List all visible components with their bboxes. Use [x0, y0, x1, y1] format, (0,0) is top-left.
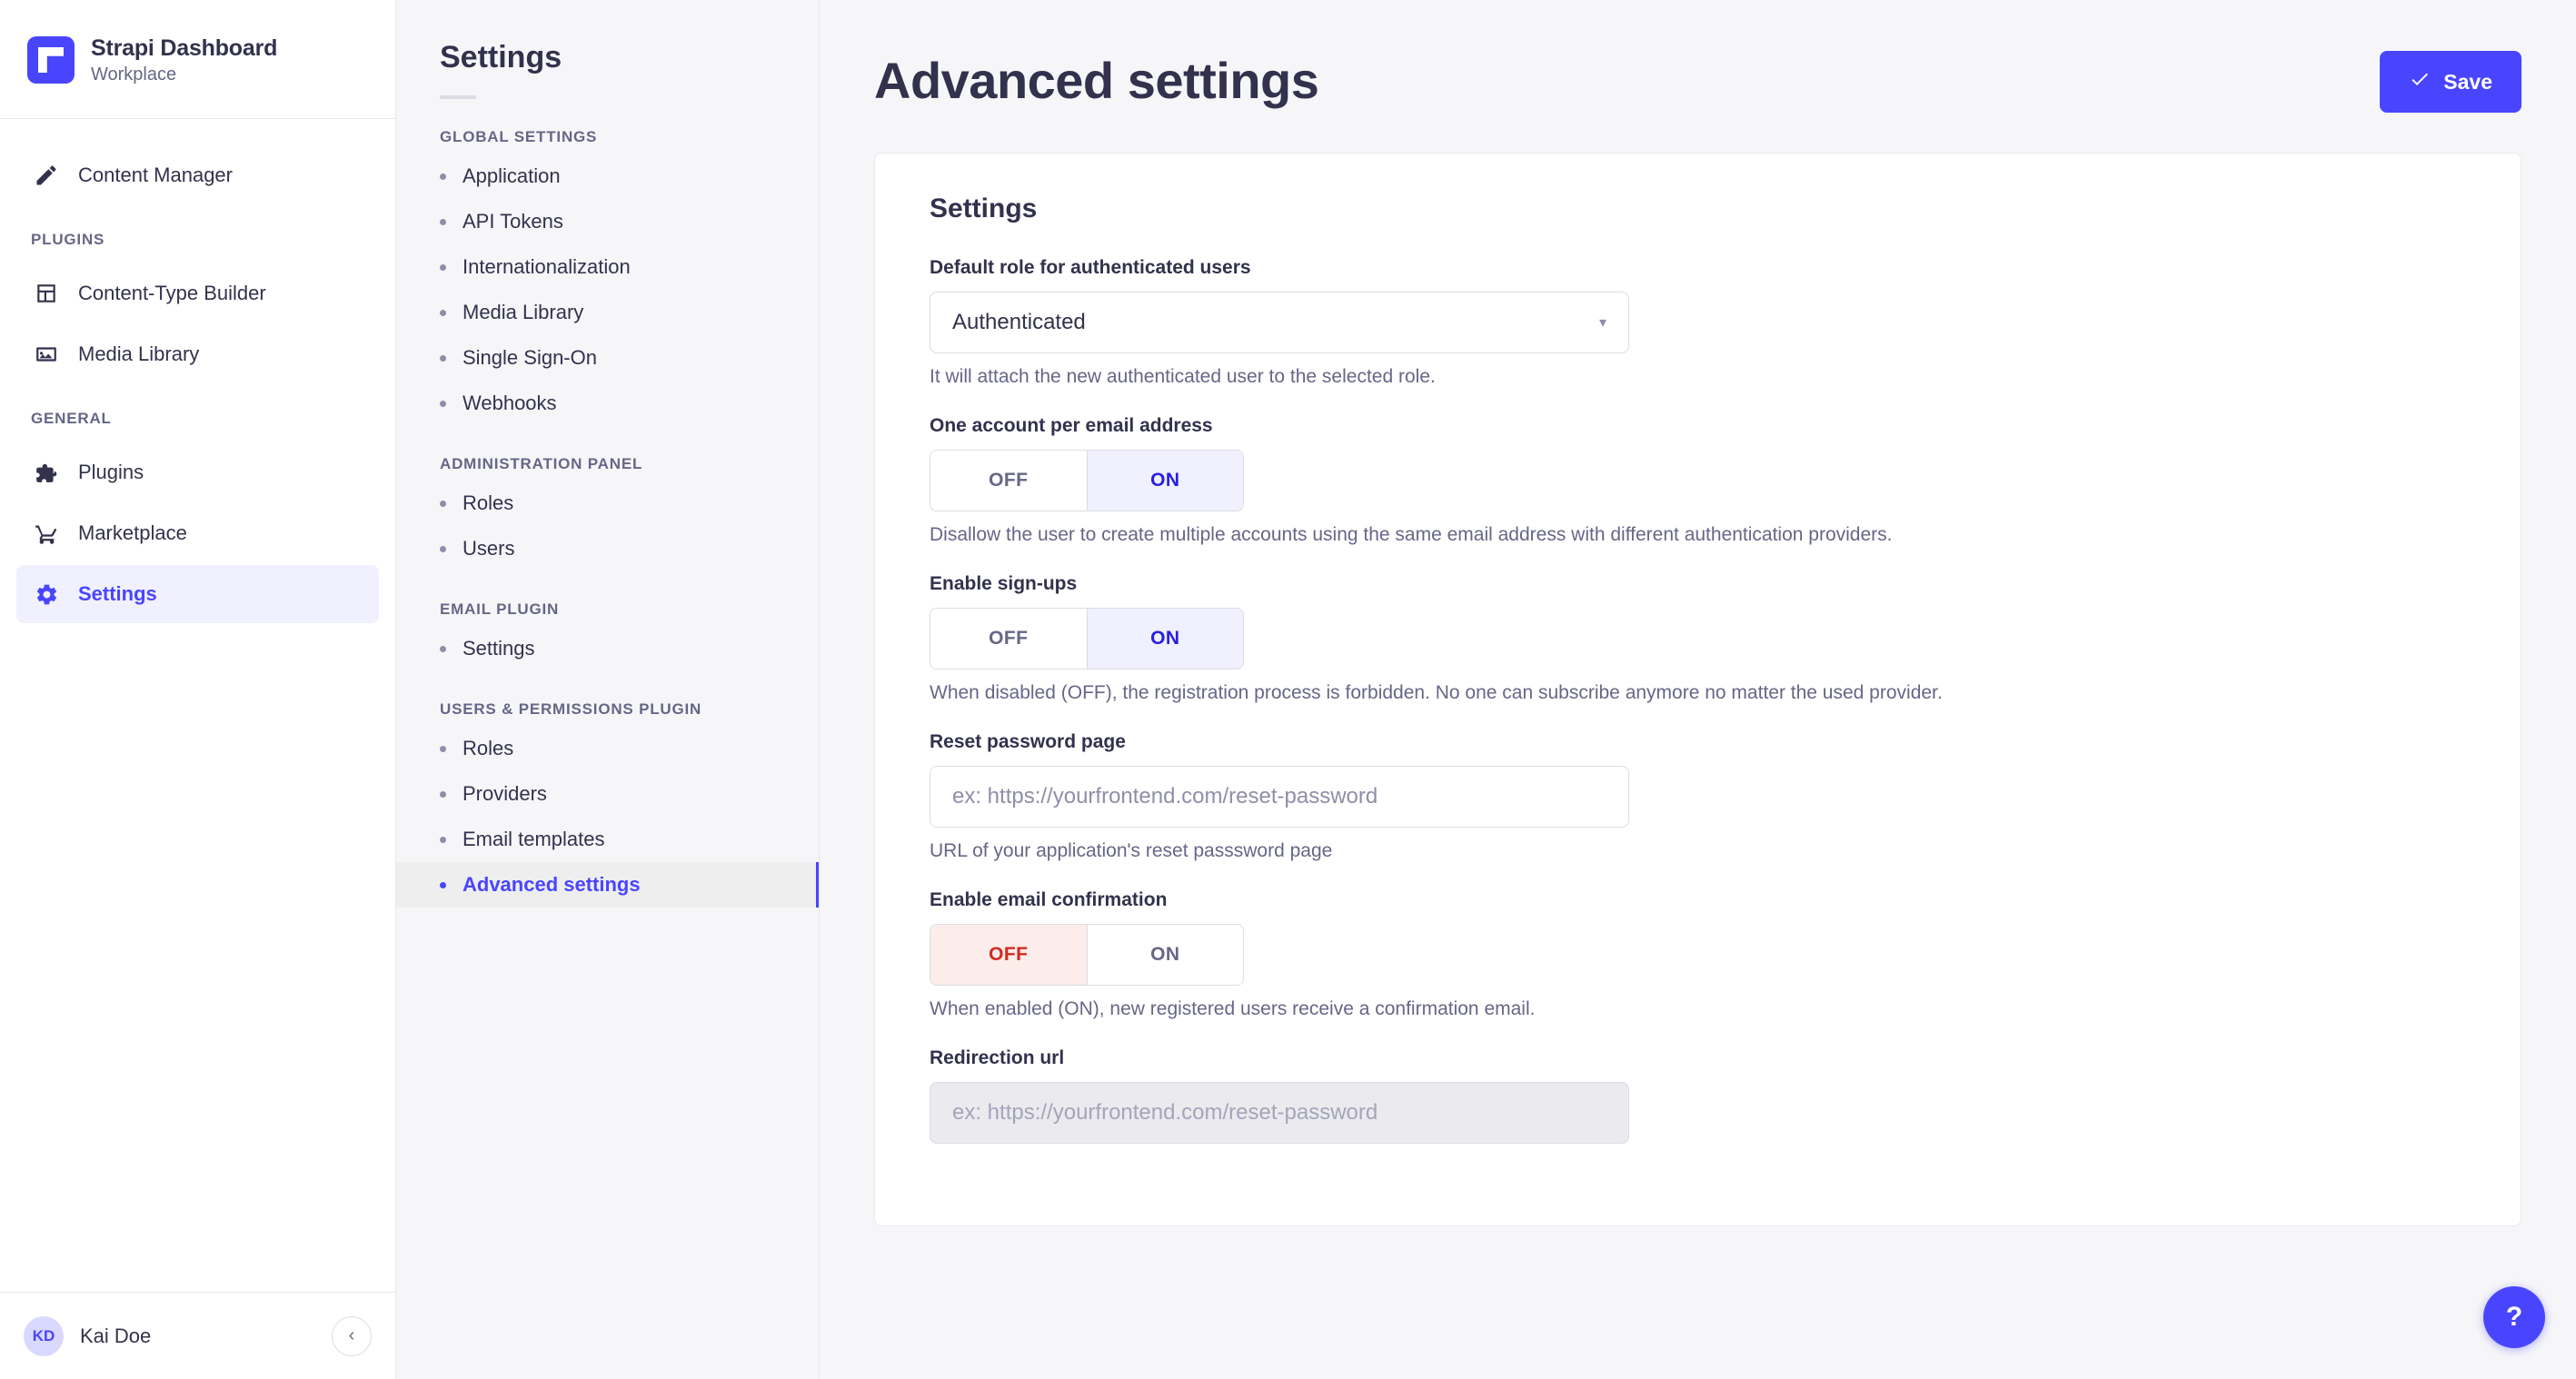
- field-label: One account per email address: [930, 415, 1213, 436]
- sidebar-item-marketplace[interactable]: [16, 504, 379, 562]
- settings-item-label: Users: [462, 537, 515, 560]
- bullet-icon: [440, 264, 446, 271]
- field-redirection-url: [930, 1047, 2466, 1144]
- main-sidebar: [0, 0, 396, 1379]
- field-hint: When disabled (OFF), the registration process is forbidden. No one can subscribe anymore no matter the used provider.: [930, 682, 1943, 703]
- sidebar-item-plugins[interactable]: [16, 443, 379, 501]
- sidebar-item-label: Content-Type Builder: [78, 282, 266, 304]
- default-role-value: Authenticated: [952, 310, 1086, 334]
- field-label: Enable sign-ups: [930, 573, 1078, 594]
- sidebar-section-plugins-label: PLUGINS: [31, 231, 105, 248]
- field-hint: When enabled (ON), new registered users receive a confirmation email.: [930, 998, 1536, 1019]
- settings-item-single-sign-on[interactable]: [396, 335, 819, 381]
- settings-item-providers[interactable]: [396, 771, 819, 817]
- bullet-icon: [440, 219, 446, 225]
- settings-item-label: Media Library: [462, 301, 584, 323]
- check-icon: [2409, 68, 2431, 95]
- sidebar-item-content-manager[interactable]: [16, 146, 379, 204]
- toggle-option-on[interactable]: ON: [1087, 451, 1244, 511]
- strapi-logo-icon: [27, 36, 75, 84]
- save-button-label: Save: [2443, 69, 2492, 94]
- redirection-url-input[interactable]: [930, 1082, 1629, 1144]
- sidebar-item-media-library[interactable]: [16, 325, 379, 383]
- settings-section-users-permissions-label: USERS & PERMISSIONS PLUGIN: [440, 700, 702, 718]
- toggle-option-on[interactable]: ON: [1087, 609, 1244, 669]
- settings-item-label: API Tokens: [462, 210, 563, 233]
- toggle-option-off[interactable]: OFF: [930, 451, 1087, 511]
- chevron-down-icon: ▾: [1598, 315, 1606, 331]
- sidebar-item-label: Content Manager: [78, 164, 233, 186]
- user-bar: [0, 1292, 395, 1379]
- layout-icon: [33, 280, 60, 307]
- settings-item-label: Email templates: [462, 828, 605, 850]
- bullet-icon: [440, 746, 446, 752]
- one-account-toggle[interactable]: [930, 450, 1244, 511]
- settings-section-global-label: GLOBAL SETTINGS: [440, 128, 598, 145]
- settings-item-api-tokens[interactable]: [396, 199, 819, 244]
- settings-card: [874, 153, 2521, 1226]
- sidebar-item-label: Marketplace: [78, 521, 187, 544]
- sidebar-section-general-label: GENERAL: [31, 410, 112, 427]
- settings-item-label: Internationalization: [462, 255, 631, 278]
- bullet-icon: [440, 882, 446, 888]
- settings-item-label: Advanced settings: [462, 873, 641, 896]
- toggle-option-on[interactable]: ON: [1087, 925, 1244, 985]
- settings-item-email-templates[interactable]: [396, 817, 819, 862]
- enable-signups-toggle[interactable]: [930, 608, 1244, 670]
- reset-password-page-input[interactable]: [930, 766, 1629, 828]
- email-confirmation-toggle[interactable]: [930, 924, 1244, 986]
- settings-item-internationalization[interactable]: [396, 244, 819, 290]
- chevron-left-icon: ‹: [348, 1325, 355, 1345]
- puzzle-icon: [33, 459, 60, 486]
- default-role-select[interactable]: [930, 292, 1629, 353]
- settings-item-label: Roles: [462, 491, 514, 514]
- main-content: [820, 0, 2576, 1379]
- redirection-url-placeholder: ex: https://yourfrontend.com/reset-password: [952, 1100, 1378, 1125]
- settings-nav: [396, 0, 820, 1379]
- toggle-option-off[interactable]: OFF: [930, 925, 1087, 985]
- brand-header[interactable]: [0, 0, 395, 119]
- help-button[interactable]: [2483, 1286, 2545, 1348]
- field-enable-email-confirmation: [930, 889, 2466, 1020]
- field-hint: URL of your application's reset passsword page: [930, 840, 1333, 861]
- bullet-icon: [440, 546, 446, 552]
- card-title: Settings: [930, 193, 1038, 223]
- toggle-option-off[interactable]: OFF: [930, 609, 1087, 669]
- sidebar-item-content-type-builder[interactable]: [16, 264, 379, 322]
- settings-item-label: Webhooks: [462, 392, 557, 414]
- brand-title: Strapi Dashboard: [91, 35, 278, 61]
- brand-text: [91, 35, 277, 85]
- reset-password-page-placeholder: ex: https://yourfrontend.com/reset-password: [952, 784, 1378, 809]
- field-label: Enable email confirmation: [930, 889, 1168, 910]
- settings-item-advanced-settings[interactable]: [396, 862, 819, 908]
- settings-item-label: Settings: [462, 637, 535, 660]
- bullet-icon: [440, 501, 446, 507]
- sidebar-item-settings[interactable]: [16, 565, 379, 623]
- settings-section-admin-label: ADMINISTRATION PANEL: [440, 455, 643, 472]
- settings-section-email-label: EMAIL PLUGIN: [440, 600, 560, 618]
- settings-item-webhooks[interactable]: [396, 381, 819, 426]
- field-hint: Disallow the user to create multiple accounts using the same email address with different authentication providers.: [930, 524, 1893, 545]
- settings-item-media-library[interactable]: [396, 290, 819, 335]
- sidebar-nav: [0, 119, 395, 1292]
- gear-icon: [33, 580, 60, 608]
- bullet-icon: [440, 310, 446, 316]
- sidebar-item-label: Media Library: [78, 342, 200, 365]
- sidebar-item-label: Plugins: [78, 461, 144, 483]
- settings-item-label: Roles: [462, 737, 514, 759]
- settings-item-label: Providers: [462, 782, 547, 805]
- bullet-icon: [440, 355, 446, 362]
- settings-item-label: Application: [462, 164, 561, 187]
- settings-item-application[interactable]: [396, 154, 819, 199]
- page-title: Advanced settings: [874, 52, 1319, 109]
- field-default-role: [930, 257, 2466, 388]
- collapse-sidebar-button[interactable]: [332, 1316, 372, 1356]
- settings-item-label: Single Sign-On: [462, 346, 597, 369]
- shopping-cart-icon: [33, 520, 60, 547]
- field-label: Redirection url: [930, 1047, 1065, 1068]
- bullet-icon: [440, 174, 446, 180]
- sidebar-item-label: Settings: [78, 582, 157, 605]
- field-label: Reset password page: [930, 731, 1126, 752]
- field-hint: It will attach the new authenticated user to the selected role.: [930, 366, 1436, 387]
- settings-item-up-roles[interactable]: [396, 726, 819, 771]
- bullet-icon: [440, 401, 446, 407]
- pencil-icon: [33, 162, 60, 189]
- settings-item-email-settings[interactable]: [396, 626, 819, 671]
- field-enable-signups: [930, 573, 2466, 704]
- bullet-icon: [440, 646, 446, 652]
- settings-item-admin-roles[interactable]: [396, 481, 819, 526]
- brand-subtitle: Workplace: [91, 64, 177, 84]
- field-one-account-per-email: [930, 415, 2466, 546]
- field-label: Default role for authenticated users: [930, 257, 1251, 278]
- save-button[interactable]: [2380, 51, 2521, 113]
- user-name: Kai Doe: [80, 1324, 152, 1347]
- image-icon: [33, 341, 60, 368]
- question-mark-icon: ?: [2505, 1302, 2523, 1332]
- avatar: KD: [24, 1316, 64, 1356]
- main-header: [820, 0, 2576, 153]
- bullet-icon: [440, 791, 446, 798]
- bullet-icon: [440, 837, 446, 843]
- settings-item-admin-users[interactable]: [396, 526, 819, 571]
- settings-nav-title: Settings: [440, 40, 562, 74]
- field-reset-password-page: [930, 731, 2466, 862]
